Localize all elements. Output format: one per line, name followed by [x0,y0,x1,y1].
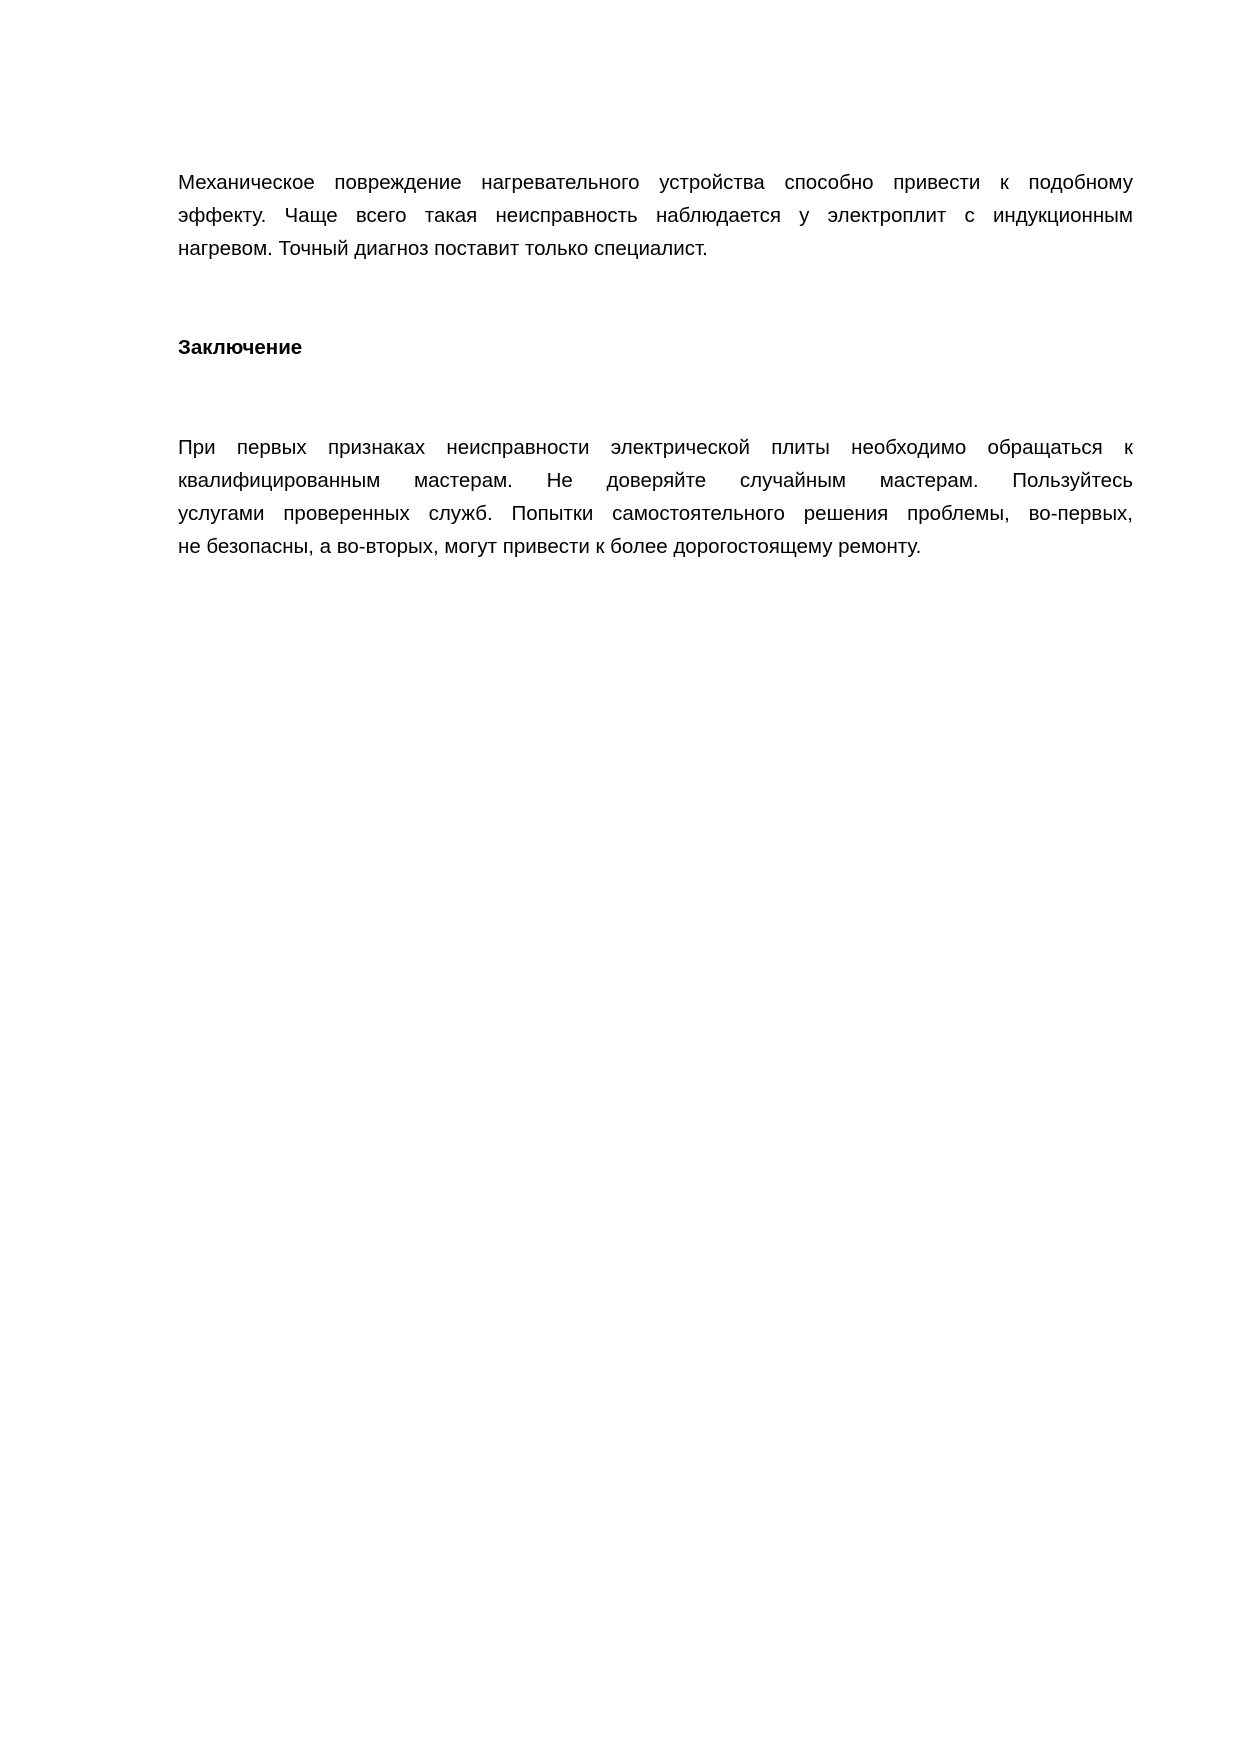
paragraph-conclusion [178,431,1133,563]
paragraph-line: Механическое повреждение нагревательного устройства способно привести к подобному [178,171,1133,194]
paragraph-line: услугами проверенных служб. Попытки самостоятельного решения проблемы, во-первых, [178,502,1133,525]
paragraph-mechanical-damage [178,166,1133,265]
section-heading-conclusion: Заключение [178,336,303,359]
paragraph-line: При первых признаках неисправности электрической плиты необходимо обращаться к [178,436,1133,459]
paragraph-line: эффекту. Чаще всего такая неисправность наблюдается у электроплит с индукционным [178,204,1133,227]
paragraph-line: нагревом. Точный диагноз поставит только специалист. [178,237,708,260]
paragraph-line: не безопасны, а во-вторых, могут привести к более дорогостоящему ремонту. [178,535,922,558]
paragraph-line: квалифицированным мастерам. Не доверяйте случайным мастерам. Пользуйтесь [178,469,1133,492]
